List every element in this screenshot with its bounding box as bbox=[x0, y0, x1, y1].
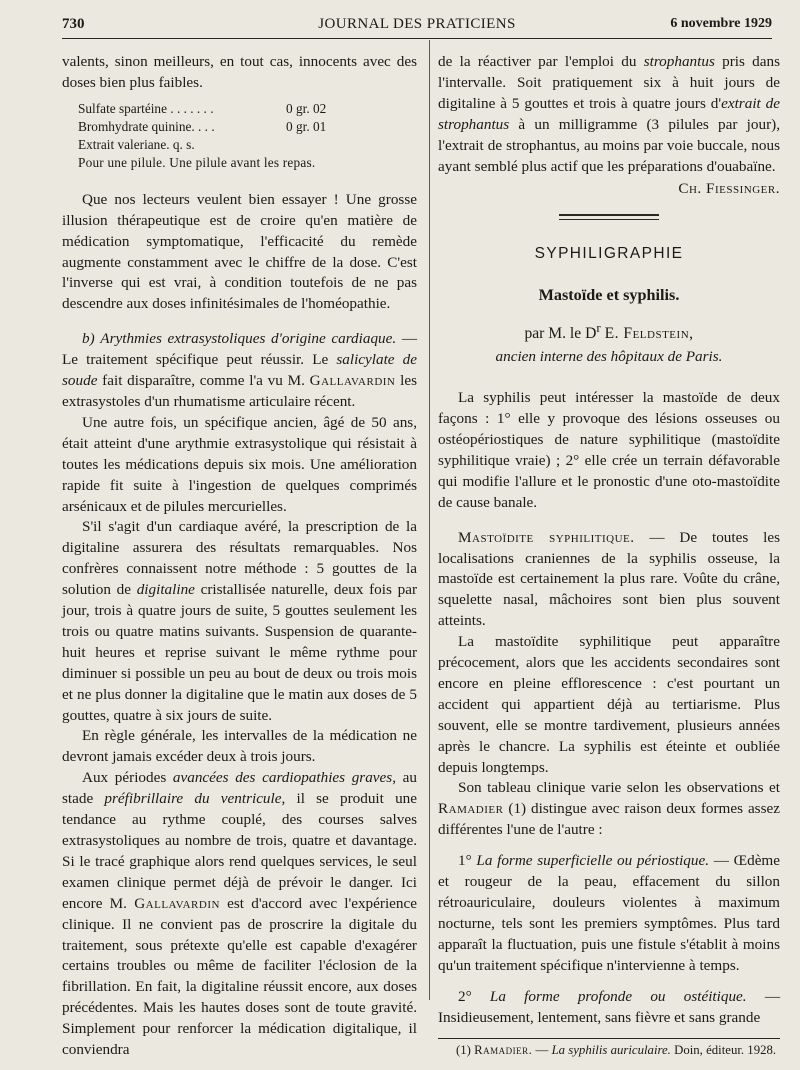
journal-title: JOURNAL DES PRATICIENS bbox=[318, 16, 516, 32]
subsection-heading: Mastoïdite syphilitique. bbox=[458, 528, 635, 546]
running-header bbox=[62, 16, 772, 38]
right-column bbox=[438, 52, 780, 1059]
column-divider bbox=[429, 40, 430, 1000]
author-name: Ramadier bbox=[438, 800, 504, 818]
signature: Ch. Fiessinger. bbox=[678, 180, 780, 198]
subsection-title: La forme profonde ou ostéitique. bbox=[489, 987, 747, 1005]
footnote-rule bbox=[438, 1038, 780, 1039]
prescription-note: Pour une pilule. Une pilule avant les repas. bbox=[78, 154, 316, 170]
paragraph: En règle générale, les intervalles de la médication ne devront jamais excéder deux à trois jours. bbox=[62, 727, 417, 766]
author-name: E. Feldstein, bbox=[604, 325, 694, 343]
paragraph: valents, sinon meilleurs, en tout cas, innocents avec des doses bien plus faibles. bbox=[62, 53, 417, 91]
paragraph: b) Arythmies extrasystoliques d'origine cardiaque. — Le traitement spécifique peut réussir. Le salicylate de soude fait disparaître, comme l'a vu M. Gallavardin les extrasystoles d'un rhumatisme articulaire récent. bbox=[62, 330, 418, 410]
left-column bbox=[62, 52, 417, 1061]
author-name: Gallavardin bbox=[309, 372, 396, 390]
article-title: Mastoïde et syphilis. bbox=[538, 286, 680, 305]
paragraph: Son tableau clinique varie selon les observations et Ramadier (1) distingue avec raison deux formes assez différentes l'une de l'autre : bbox=[438, 779, 780, 839]
prescription-line: Extrait valeriane. q. s. bbox=[78, 136, 195, 152]
paragraph: Aux périodes avancées des cardiopathies graves, au stade préfibrillaire du ventricule, il se produit une tendance au rythme couplé, des courses salves extrasystoliques au nombre de trois, quatre et davantage. Si le tracé graphique alors rend quelques services, le seul examen clinique permet déjà de prévoir le danger. Ici encore M. Gallavardin est d'accord avec l'expérience clinique. Il ne convient pas de proscrire la digitale du traitement, sous prétexte qu'elle est capable d'exagérer certains troubles ou même de faciliter l'éclosion de la fibrillation. En fait, la digitaline réussit encore, aux doses précédentes. Mais les hautes doses sont de toute gravité. Simplement pour renforcer la médication digitalique, il conviendra bbox=[62, 769, 418, 1059]
paragraph: Une autre fois, un spécifique ancien, âgé de 50 ans, était atteint d'une arythmie extrasystolique qui résistait à toutes les médications depuis six mois. Une amélioration rapide fit suite à l'ingestion de quelques comprimés arsénicaux et de pilules mercurielles. bbox=[62, 413, 417, 515]
section-title: SYPHILIGRAPHIE bbox=[534, 245, 684, 263]
paragraph: Mastoïdite syphilitique. — De toutes les localisations craniennes de la syphilis osseuse, la mastoïde est certainement la plus rare. Voûte du crâne, squelette nasal, mâchoires sont bien plus souvent atteints. bbox=[438, 528, 780, 630]
article-byline: par M. le $D^r$ E. Feldstein, bbox=[524, 320, 694, 343]
paragraph: S'il s'agit d'un cardiaque avéré, la prescription de la digitaline assurera des résultats remarquables. Nos confrères connaissent notre méthode : 5 gouttes de la solution de digitaline cristallisée naturelle, deux fois par jour, trois à quatre jours de suite, 5 gouttes seulement les trois ou quatre matins suivants. Suspension de quarante-huit heures et reprise suivant le même rythme pour diminuer si possible un peu au bout de deux ou trois mois et ne plus donner la digitaline que le matin aux doses de 5 gouttes, quatre à six jours de suite. bbox=[62, 518, 418, 724]
prescription-line: Sulfate spartéine . . . . . . . 0 gr. 02 bbox=[78, 100, 327, 116]
issue-date: 6 novembre 1929 bbox=[670, 16, 772, 31]
subsection-title: Arythmies extrasystoliques d'origine cardiaque. bbox=[100, 330, 397, 348]
page-number: 730 bbox=[62, 16, 85, 32]
paragraph: 1° La forme superficielle ou périostique. — Œdème et rougeur de la peau, effacement du sillon rétroauriculaire, douleurs violentes à maximum nocturne, tels sont les premiers symptômes. Plus tard apparaît la fluctuation, puis une fistule s'établit à moins qu'un traitement spécifique n'intervienne à temps. bbox=[438, 852, 780, 974]
footnote: (1) Ramadier. — La syphilis auriculaire. Doin, éditeur. 1928. bbox=[456, 1043, 777, 1058]
header-rule bbox=[62, 38, 772, 39]
paragraph: La syphilis peut intéresser la mastoïde de deux façons : 1° elle y provoque des lésions osseuses ou ostéopériostiques de nature syphilitique (mastoïdite syphilitique vraie) ; 2° elle crée un terrain défavorable qui modifie l'allure et le pronostic d'une oto-mastoïdite de cause banale. bbox=[438, 389, 780, 511]
separator bbox=[559, 214, 659, 220]
paragraph: de la réactiver par l'emploi du strophantus pris dans l'intervalle. Soit pratiquement six à huit jours de digitaline à 5 gouttes et trois à quatre jours d'extrait de strophantus à un milligramme (3 pilules par jour), l'extrait de strophantus, au moins par voie buccale, nous ayant semblé plus actif que les préparations d'ouabaïne. bbox=[438, 53, 780, 175]
paragraph: La mastoïdite syphilitique peut apparaître précocement, alors que les accidents secondaires sont encore en pleine efflorescence : c'est pourtant un accident qui appartient déjà au tertiarisme. Plus souvent, elle se montre tardivement, plusieurs années après le chancre. La syphilis est éteinte et oubliée depuis longtemps. bbox=[438, 633, 780, 776]
prescription bbox=[78, 100, 417, 172]
author-affiliation: ancien interne des hôpitaux de Paris. bbox=[495, 348, 723, 366]
prescription-line: Bromhydrate quinine. . . . 0 gr. 01 bbox=[78, 118, 327, 134]
author-name: Gallavardin bbox=[134, 894, 220, 912]
paragraph: 2° La forme profonde ou ostéitique. — Insidieusement, lentement, sans fièvre et sans grande bbox=[438, 987, 781, 1026]
paragraph: Que nos lecteurs veulent bien essayer ! Une grosse illusion thérapeutique est de croire qu'en matière de médication symptomatique, l'efficacité du remède augmente constamment avec le chiffre de la dose. C'est l'inverse qui est vrai, à condition toutefois de ne pas descendre aux doses infinitésimales de l'homéopathie. bbox=[62, 190, 417, 313]
subsection-title: La forme superficielle ou périostique. bbox=[476, 852, 710, 870]
